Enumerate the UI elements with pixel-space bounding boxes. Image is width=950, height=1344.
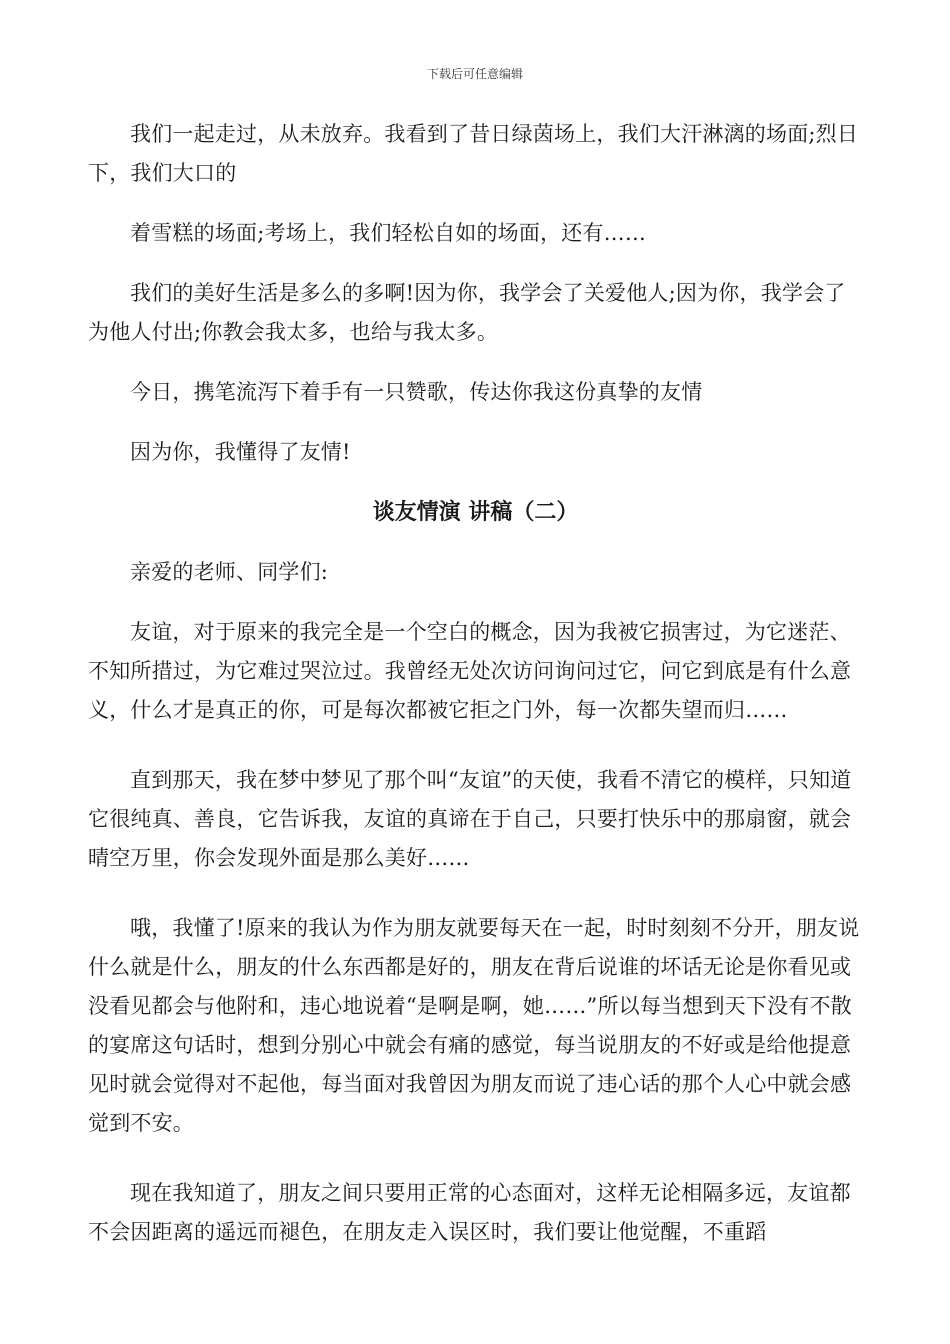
paragraph: 我们的美好生活是多么的多啊!因为你，我学会了关爱他人;因为你，我学会了为他人付出;你教会我太多，也给与我太多。: [88, 281, 846, 344]
paragraph: 现在我知道了，朋友之间只要用正常的心态面对，这样无论相隔多远，友谊都不会因距离的遥远而褪色，在朋友走入误区时，我们要让他觉醒，不重蹈: [88, 1181, 851, 1244]
section-title: 谈友情演 讲稿（二）: [372, 499, 579, 525]
paragraph: 哦，我懂了!原来的我认为作为朋友就要每天在一起，时时刻刻不分开，朋友说什么就是什么，朋友的什么东西都是好的，朋友在背后说谁的坏话无论是你看见或没看见都会与他附和，违心地说着“是啊是啊，她……”所以每当想到天下没有不散的宴席这句话时，想到分别心中就会有痛的感觉，每当说朋友的不好或是给他提意见时就会觉得对不起他，每当面对我曾因为朋友而说了违心话的那个人心中就会感觉到不安。: [88, 916, 860, 1135]
paragraph: 我们一起走过，从未放弃。我看到了昔日绿茵场上，我们大汗淋漓的场面;烈日下，我们大口的: [88, 122, 859, 185]
document-body: [88, 115, 863, 1252]
paragraph: 友谊，对于原来的我完全是一个空白的概念，因为我被它损害过，为它迷茫、不知所措过，为它难过哭泣过。我曾经无处次访问询问过它，问它到底是有什么意义，什么才是真正的你，可是每次都被它拒之门外，每一次都失望而归……: [88, 620, 852, 722]
paragraph: 亲爱的老师、同学们:: [130, 560, 329, 584]
paragraph: 因为你，我懂得了友情!: [130, 440, 351, 464]
paragraph: 今日，携笔流泻下着手有一只赞歌，传达你我这份真挚的友情: [130, 380, 703, 404]
paragraph: 直到那天，我在梦中梦见了那个叫“友谊”的天使，我看不清它的模样，只知道它很纯真、善良，它告诉我，友谊的真谛在于自己，只要打快乐中的那扇窗，就会晴空万里，你会发现外面是那么美好……: [88, 768, 852, 870]
paragraph: 着雪糕的场面;考场上，我们轻松自如的场面，还有……: [130, 221, 647, 245]
page-header: 下载后可任意编辑: [426, 67, 523, 81]
